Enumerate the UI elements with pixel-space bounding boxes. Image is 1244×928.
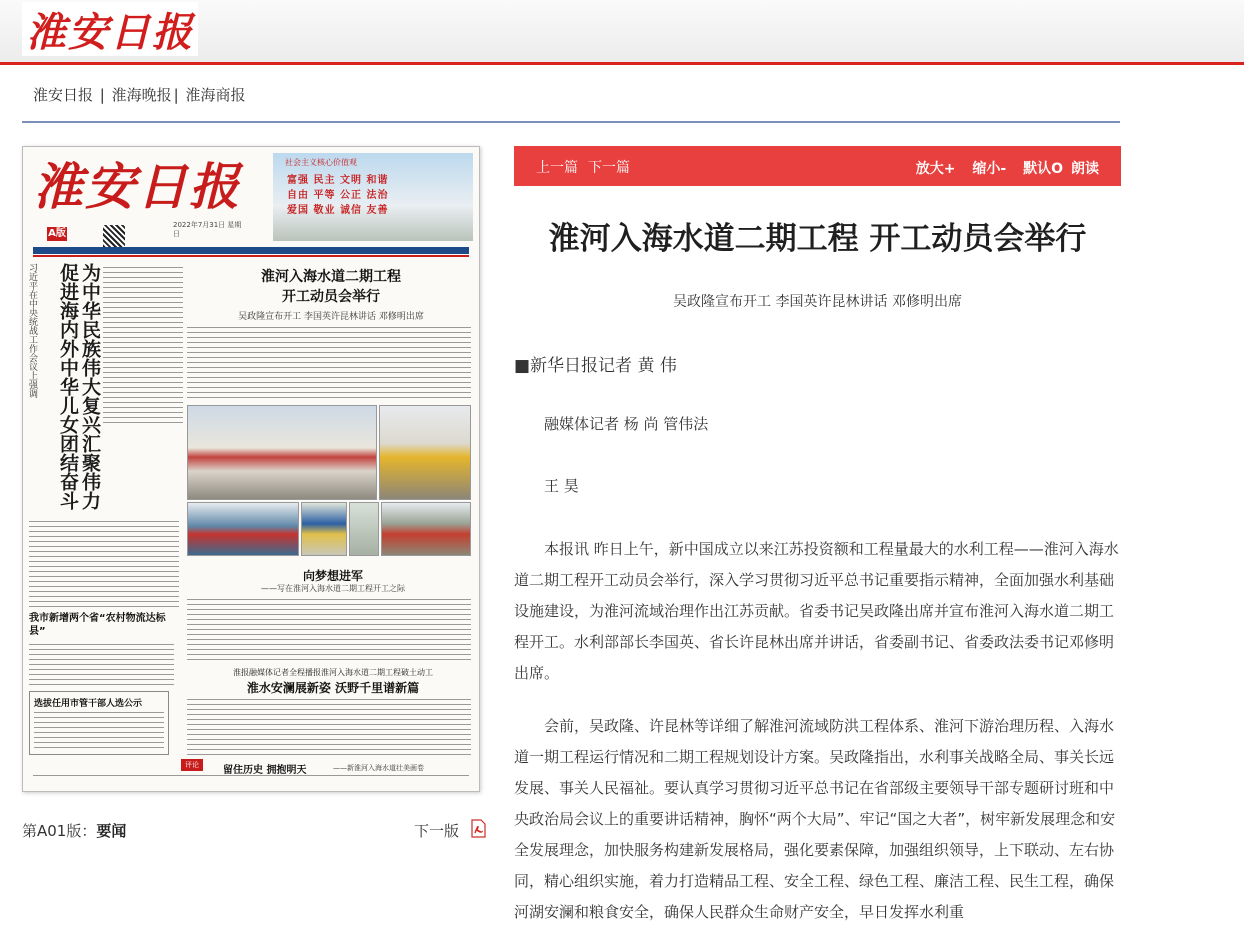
nav-separator: | [173, 86, 179, 104]
workers-photo [187, 502, 299, 556]
text-column [29, 519, 179, 607]
paper-nav [33, 84, 246, 105]
page-caption-label: 第A01版： [22, 822, 97, 840]
banner-values [287, 173, 388, 218]
newspaper-masthead: 淮安日报 [33, 157, 241, 216]
qr-code-icon [103, 225, 125, 247]
nav-divider [22, 121, 1120, 123]
banner-title: 社会主义核心价值观 [285, 158, 357, 167]
notice-box[interactable] [29, 691, 169, 755]
page-letter-badge: A版 [48, 228, 66, 239]
section2-kicker: 淮报融媒体记者全程播报淮河入海水道二期工程破土动工 [233, 668, 433, 677]
section-title[interactable]: 向梦想进军 [302, 569, 363, 583]
newspaper-date: 2022年7月31日 星期日 [173, 221, 242, 238]
zoom-out-button[interactable]: 缩小- [972, 161, 1007, 177]
text-column [187, 597, 471, 663]
reporter-line: 王 昊 [544, 477, 579, 495]
footer-subheadline: ——新淮河入海水道壮美画卷 [333, 764, 424, 772]
reading-controls [904, 158, 1099, 178]
page-caption-name: 要闻 [96, 822, 127, 840]
article-toolbar [514, 146, 1121, 186]
newspaper-page-thumbnail[interactable] [22, 146, 480, 792]
zoom-in-button[interactable]: 放大+ [915, 161, 956, 177]
nav-separator: | [99, 86, 105, 104]
page-caption [22, 820, 126, 841]
article-byline: ■新华日报记者 黄 伟 [514, 356, 677, 376]
header-divider [0, 62, 1244, 65]
vertical-subheadline: 习近平在中央统战工作会议上强调 [27, 263, 37, 398]
article-subtitle: 吴政隆宣布开工 李国英许昆林讲话 邓修明出席 [673, 294, 962, 310]
notice-box-title: 选拔任用市管干部人选公示 [34, 699, 143, 709]
banner-line: 自由 平等 公正 法治 [287, 190, 389, 201]
article-title: 淮河入海水道二期工程 开工动员会举行 [548, 221, 1087, 257]
text-column [29, 642, 174, 687]
footer-headline[interactable]: 留住历史 拥抱明天 [223, 765, 307, 776]
text-column [187, 325, 471, 401]
left-column-headline[interactable]: 我市新增两个省“农村物流达标县” [29, 613, 166, 637]
newspaper-top-bar [33, 247, 469, 254]
read-aloud-button[interactable]: 朗读 [1071, 161, 1099, 177]
section2-title[interactable]: 淮水安澜展新姿 沃野千里谱新篇 [246, 681, 420, 695]
newspaper-headline-sub: 吴政隆宣布开工 李国英许昆林讲话 邓修明出席 [238, 312, 424, 322]
article-nav [536, 157, 640, 177]
text-column [103, 265, 183, 425]
section-subtitle: ——写在淮河入海水道二期工程开工之际 [261, 584, 405, 593]
vertical-headline[interactable]: 为中华民族伟大复兴汇聚伟力 促进海内外中华儿女团结奋斗 [57, 263, 101, 510]
nav-huaihai-evening[interactable]: 淮海晚报 [111, 86, 172, 104]
article-paragraph: 本报讯 昨日上午，新中国成立以来江苏投资额和工程量最大的水利工程——淮河入海水道二期工程开工动员会举行，深入学习贯彻习近平总书记重要指示精神，全面加强水利基础设施建设，为淮河流域治理作出江苏贡献。省委书记吴政隆出席并宣布淮河入海水道二期工程开工。水利部部长李国英、省长许昆林出席并讲话，省委副书记、省委政法委书记邓修明出席。 [514, 540, 1119, 682]
prev-article-link[interactable]: 上一篇 [536, 160, 578, 176]
site-logo[interactable]: 淮安日报 [22, 2, 198, 56]
headline-line: 淮河入海水道二期工程 [261, 269, 401, 285]
text-column [187, 697, 471, 755]
newspaper-headline[interactable] [191, 267, 471, 307]
text-column [34, 710, 164, 750]
next-page-link[interactable]: 下一版 [414, 822, 460, 840]
newspaper-top-rule [33, 255, 469, 257]
pdf-icon[interactable] [470, 819, 487, 838]
values-banner [273, 153, 473, 241]
nav-huaihai-business[interactable]: 淮海商报 [185, 86, 246, 104]
banner-line: 富强 民主 文明 和谐 [287, 175, 389, 186]
newspaper-footer-rule [33, 775, 469, 785]
ceremony-photo [187, 405, 377, 500]
site-photo [349, 502, 379, 556]
worker-photo [301, 502, 347, 556]
reporter-line: 融媒体记者 杨 尚 管伟法 [544, 415, 709, 433]
headline-line: 开工动员会举行 [282, 289, 380, 305]
excavator-photo [379, 405, 471, 500]
truck-photo [381, 502, 471, 556]
nav-huaian-daily[interactable]: 淮安日报 [33, 86, 94, 104]
comment-tag: 评论 [181, 759, 203, 771]
default-size-button[interactable]: 默认O [1023, 161, 1063, 177]
banner-line: 爱国 敬业 诚信 友善 [287, 205, 389, 216]
site-header [0, 0, 1244, 62]
article-paragraph: 会前，吴政隆、许昆林等详细了解淮河流域防洪工程体系、淮河下游治理历程、入海水道一期工程运行情况和二期工程规划设计方案。吴政隆指出，水利事关战略全局、事关长远发展、事关人民福祉。要认真学习贯彻习近平总书记在省部级主要领导干部专题研讨班和中央政治局会议上的重要讲话精神，胸怀“两个大局”、牢记“国之大者”，树牢新发展理念和安全发展理念，加快服务构建新发展格局，强化要素保障，加强组织领导，上下联动、左右协同，精心组织实施，着力打造精品工程、安全工程、绿色工程、廉洁工程、民生工程，确保河湖安澜和粮食安全，确保人民群众生命财产安全，早日发挥水利重 [514, 717, 1116, 921]
next-article-link[interactable]: 下一篇 [588, 160, 630, 176]
